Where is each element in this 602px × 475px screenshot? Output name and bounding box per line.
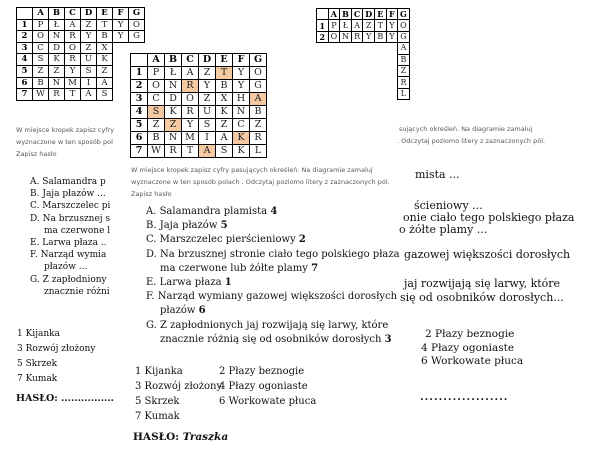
grid-letter-cell: Z — [148, 119, 165, 132]
clue-answer-digit: 6 — [198, 305, 206, 317]
grid-letter-cell: T — [97, 19, 113, 31]
grid-letter-cell: Y — [233, 67, 250, 80]
clue-text: C. Marszczelec pi — [30, 201, 111, 212]
grid-void-cell — [374, 88, 386, 99]
grid-row — [317, 20, 410, 31]
grid-void-cell — [328, 88, 340, 99]
grid-letter-cell: S — [33, 54, 49, 66]
grid-letter-cell: K — [49, 54, 65, 66]
grid-letter-cell: R — [65, 31, 81, 43]
clue-text: E. Larwa płaza .. — [30, 238, 107, 249]
grid-highlighted-letter-cell: K — [233, 132, 250, 145]
grid-letter-cell: N — [165, 80, 182, 93]
grid-column-header: B — [340, 9, 352, 20]
answer-item: 7 Kumak — [17, 374, 58, 384]
grid-letter-cell: A — [398, 43, 410, 54]
clue-text: A. Salamandra p — [30, 177, 106, 187]
haslo-label: HASŁO: — [16, 393, 58, 404]
grid-highlighted-letter-cell: A — [250, 93, 267, 106]
grid-letter-cell: L — [250, 145, 267, 158]
grid-letter-cell: O — [182, 93, 199, 106]
right-page-fragment: ................... — [420, 391, 509, 403]
grid-void-cell — [328, 54, 340, 65]
grid-void-cell — [340, 54, 352, 65]
grid-letter-cell: X — [97, 42, 113, 54]
clue-text: B. Jaja płazów ... — [30, 189, 106, 200]
grid-column-header: C — [182, 54, 199, 67]
grid-row-number: 2 — [131, 80, 148, 93]
grid-letter-cell: C — [148, 93, 165, 106]
grid-column-header: D — [199, 54, 216, 67]
grid-letter-cell: I — [81, 77, 97, 89]
clue-answer-digit: 5 — [220, 220, 228, 232]
clue-text: płazów ... — [44, 262, 88, 273]
grid-letter-cell: S — [81, 65, 97, 77]
grid-letter-cell: Z — [81, 19, 97, 31]
haslo-label: HASŁO: — [133, 431, 180, 443]
answer-item: 4 Płazy ogoniaste — [219, 381, 308, 392]
grid-void-cell — [386, 88, 398, 99]
grid-letter-cell: Z — [199, 93, 216, 106]
clue-text: E. Larwa płaza — [146, 277, 222, 289]
grid-letter-cell: Z — [250, 119, 267, 132]
grid-letter-cell: A — [65, 19, 81, 31]
clue-text: ma czerwone lub żółte plamy — [160, 262, 308, 274]
right-page-fragment: jaj rozwijają się larwy, które — [404, 277, 561, 290]
grid-row — [317, 31, 410, 42]
grid-highlighted-letter-cell: S — [148, 106, 165, 119]
right-page-fragment: o żółte plamy ... — [399, 223, 488, 236]
grid-letter-cell: Ł — [49, 19, 65, 31]
grid-letter-cell: S — [216, 145, 233, 158]
grid-letter-cell: R — [250, 132, 267, 145]
grid-void-cell — [363, 77, 375, 88]
grid-letter-cell: K — [216, 106, 233, 119]
grid-letter-cell: N — [49, 77, 65, 89]
right-page-fragment: . Odczytaj poziomo litery z zaznaczonych pól. — [397, 137, 546, 145]
grid-void-cell — [363, 65, 375, 76]
grid-letter-cell: A — [351, 20, 363, 31]
grid-letter-cell: Ł — [165, 67, 182, 80]
right-page-fragment: 4 Płazy ogoniaste — [421, 342, 515, 354]
grid-letter-cell: Y — [81, 31, 97, 43]
grid-letter-cell: W — [148, 145, 165, 158]
grid-column-header: A — [33, 8, 49, 20]
grid-row — [317, 77, 410, 88]
grid-letter-cell: B — [398, 54, 410, 65]
grid-letter-cell: Ł — [340, 20, 352, 31]
grid-void-cell — [340, 65, 352, 76]
instruction-line: wyznaczone w ten sposób pol — [16, 138, 113, 146]
grid-letter-cell: H — [233, 93, 250, 106]
grid-letter-cell: N — [233, 106, 250, 119]
grid-letter-cell: O — [398, 20, 410, 31]
clue-text: G. Z zapłodnionych jaj rozwijają się larwy, które — [146, 319, 389, 331]
grid-void-cell — [317, 88, 329, 99]
grid-column-header: C — [65, 8, 81, 20]
grid-letter-cell: K — [97, 54, 113, 66]
grid-void-cell — [317, 77, 329, 88]
grid-row-number: 1 — [317, 20, 329, 31]
grid-row-number: 6 — [17, 77, 33, 89]
grid-row-number: 1 — [17, 19, 33, 31]
grid-letter-cell: R — [182, 106, 199, 119]
grid-letter-cell: A — [81, 89, 97, 101]
grid-letter-cell: D — [165, 93, 182, 106]
grid-letter-cell: K — [233, 145, 250, 158]
grid-row — [317, 65, 410, 76]
grid-letter-cell: M — [65, 77, 81, 89]
grid-letter-cell: K — [165, 106, 182, 119]
grid-letter-cell: P — [148, 67, 165, 80]
grid-letter-cell: Y — [233, 80, 250, 93]
grid-row-number: 2 — [17, 31, 33, 43]
grid-column-header: E — [374, 9, 386, 20]
right-page-fragment: się od osobników dorosłych... — [400, 291, 564, 304]
grid-row-number: 4 — [131, 106, 148, 119]
answer-item: 1 Kijanka — [17, 329, 60, 339]
grid-column-header: D — [81, 8, 97, 20]
haslo-value: ................ — [61, 393, 114, 404]
grid-void-cell — [351, 88, 363, 99]
haslo-value: Traszka — [182, 431, 229, 443]
grid-letter-cell: T — [182, 145, 199, 158]
grid-letter-cell: T — [374, 20, 386, 31]
grid-letter-cell: B — [374, 31, 386, 42]
grid-column-header: F — [233, 54, 250, 67]
answer-item: 3 Rozwój złożony — [17, 344, 96, 354]
grid-column-header: C — [351, 9, 363, 20]
right-crossword-grid — [316, 8, 410, 100]
grid-void-cell — [363, 88, 375, 99]
grid-void-cell — [351, 65, 363, 76]
grid-void-cell — [374, 65, 386, 76]
grid-letter-cell: P — [33, 19, 49, 31]
grid-void-cell — [363, 54, 375, 65]
clue-text: F. Narząd wymia — [30, 250, 107, 261]
grid-letter-cell: R — [49, 89, 65, 101]
answer-item: 7 Kumak — [135, 411, 180, 422]
grid-letter-cell: C — [33, 42, 49, 54]
grid-letter-cell: M — [182, 132, 199, 145]
grid-letter-cell: P — [328, 20, 340, 31]
grid-letter-cell: R — [398, 77, 410, 88]
grid-void-cell — [386, 54, 398, 65]
grid-letter-cell: Y — [199, 80, 216, 93]
grid-row-number: 1 — [131, 67, 148, 80]
grid-letter-cell: N — [49, 31, 65, 43]
clue-text: C. Marszczelec pierścieniowy — [146, 234, 296, 246]
right-page-fragment: gazowej większości dorosłych — [404, 248, 571, 261]
grid-corner-cell — [317, 9, 329, 20]
grid-void-cell — [351, 54, 363, 65]
grid-letter-cell: W — [33, 89, 49, 101]
grid-row-number: 4 — [17, 54, 33, 66]
grid-row-number: 7 — [131, 145, 148, 158]
grid-letter-cell: I — [199, 132, 216, 145]
grid-void-cell — [386, 77, 398, 88]
clue-text: znacznie różni — [44, 286, 110, 297]
grid-letter-cell: Z — [33, 65, 49, 77]
clue-text: znacznie różnią się od osobników dorosłych — [160, 333, 382, 345]
grid-highlighted-letter-cell: Z — [165, 119, 182, 132]
right-page-fragment: ścieniowy ... — [414, 199, 483, 212]
grid-letter-cell: O — [148, 80, 165, 93]
right-page-fragment: sujących określeń. Na diagramie zamaluj — [399, 125, 533, 133]
grid-column-header: G — [250, 54, 267, 67]
grid-void-cell — [363, 43, 375, 54]
clue-text: F. Narząd wymiany gazowej większości dorosłych — [146, 291, 398, 303]
grid-column-header: A — [328, 9, 340, 20]
grid-row-number: 3 — [17, 42, 33, 54]
grid-letter-cell: B — [216, 80, 233, 93]
grid-letter-cell: Z — [363, 20, 375, 31]
grid-letter-cell: C — [233, 119, 250, 132]
grid-void-cell — [374, 77, 386, 88]
clue-answer-digit: 1 — [224, 277, 232, 289]
grid-column-header: F — [113, 8, 129, 20]
right-page-fragment: 2 Płazy beznogie — [425, 328, 515, 340]
grid-void-cell — [340, 77, 352, 88]
grid-column-header: B — [49, 8, 65, 20]
answer-item: 5 Skrzek — [135, 396, 180, 407]
clue-text: D. Na brzusznej s — [30, 213, 111, 224]
right-page-fragment: mista ... — [415, 168, 460, 181]
grid-letter-cell: A — [182, 67, 199, 80]
grid-void-cell — [317, 65, 329, 76]
grid-column-header: E — [216, 54, 233, 67]
grid-header-row — [317, 9, 410, 20]
grid-letter-cell: Y — [386, 20, 398, 31]
answer-item: 1 Kijanka — [135, 366, 183, 377]
clue-text: ma czerwone l — [44, 225, 111, 236]
grid-letter-cell: G — [398, 31, 410, 42]
grid-letter-cell: Y — [386, 31, 398, 42]
grid-letter-cell: T — [65, 89, 81, 101]
instruction-line: W miejsce kropek zapisz cyfry pasujących określeń. Na diagramie zamaluj — [131, 166, 373, 174]
grid-letter-cell: U — [81, 54, 97, 66]
grid-letter-cell: Z — [97, 65, 113, 77]
grid-letter-cell: X — [216, 93, 233, 106]
grid-row-number: 5 — [131, 119, 148, 132]
clue-answer-digit: 2 — [298, 234, 306, 246]
grid-letter-cell: B — [33, 77, 49, 89]
grid-letter-cell: G — [250, 80, 267, 93]
instruction-line: wyznaczone w ten sposób polach . Odczytaj poziomo litery z zaznaczonych pól. — [131, 178, 390, 186]
grid-letter-cell: A — [216, 132, 233, 145]
answer-item: 3 Rozwój złożony — [135, 381, 223, 392]
grid-column-header: D — [363, 9, 375, 20]
clue-text: A. Salamandra plamista — [146, 206, 268, 217]
grid-void-cell — [374, 54, 386, 65]
grid-row-number: 3 — [131, 93, 148, 106]
clue-answer-digit: 3 — [384, 333, 392, 345]
grid-letter-cell: Z — [398, 65, 410, 76]
grid-letter-cell: B — [250, 106, 267, 119]
grid-highlighted-letter-cell: A — [199, 145, 216, 158]
grid-letter-cell: N — [340, 31, 352, 42]
grid-letter-cell: G — [129, 31, 145, 43]
grid-letter-cell: O — [129, 19, 145, 31]
grid-row-number: 6 — [131, 132, 148, 145]
grid-highlighted-letter-cell: R — [182, 80, 199, 93]
grid-letter-cell: Y — [113, 31, 129, 43]
clue-text: płazów — [160, 305, 196, 317]
grid-letter-cell: D — [49, 42, 65, 54]
grid-column-header: E — [97, 8, 113, 20]
grid-letter-cell: R — [351, 31, 363, 42]
grid-letter-cell: O — [33, 31, 49, 43]
grid-column-header: F — [386, 9, 398, 20]
grid-letter-cell: N — [165, 132, 182, 145]
clue-text: B. Jaja płazów — [146, 220, 218, 232]
clue-answer-digit: 7 — [311, 262, 319, 274]
instruction-line: Zapisz hasło — [16, 150, 57, 158]
clue-text: G. Z zapłodniony — [30, 274, 107, 285]
grid-letter-cell: S — [199, 119, 216, 132]
grid-column-header: G — [129, 8, 145, 20]
grid-column-header: G — [398, 9, 410, 20]
grid-row — [317, 54, 410, 65]
answer-item: 2 Płazy beznogie — [219, 366, 305, 377]
grid-row-number: 7 — [17, 89, 33, 101]
grid-void-cell — [351, 77, 363, 88]
grid-void-cell — [351, 43, 363, 54]
grid-letter-cell: Z — [216, 119, 233, 132]
grid-void-cell — [328, 77, 340, 88]
grid-row — [317, 88, 410, 99]
grid-void-cell — [386, 65, 398, 76]
grid-letter-cell: A — [97, 77, 113, 89]
grid-letter-cell: Y — [363, 31, 375, 42]
grid-letter-cell: Z — [49, 65, 65, 77]
grid-void-cell — [317, 54, 329, 65]
grid-letter-cell: O — [65, 42, 81, 54]
right-page-fragment: onie ciało tego polskiego płaza — [403, 211, 575, 224]
clue-text: D. Na brzusznej stronie ciało tego polskiego płaza — [146, 248, 400, 260]
grid-letter-cell: B — [148, 132, 165, 145]
grid-letter-cell: R — [65, 54, 81, 66]
grid-letter-cell: S — [97, 89, 113, 101]
grid-highlighted-letter-cell: T — [216, 67, 233, 80]
grid-column-header: A — [148, 54, 165, 67]
grid-void-cell — [317, 43, 329, 54]
instruction-line: Zapisz hasło — [131, 190, 172, 198]
grid-letter-cell: Z — [81, 42, 97, 54]
grid-letter-cell: U — [199, 106, 216, 119]
answer-item: 5 Skrzek — [17, 359, 58, 369]
grid-row — [317, 43, 410, 54]
grid-letter-cell: O — [328, 31, 340, 42]
grid-letter-cell: Y — [65, 65, 81, 77]
right-page-fragment: 6 Workowate płuca — [421, 355, 524, 367]
grid-letter-cell: O — [250, 67, 267, 80]
grid-letter-cell: B — [97, 31, 113, 43]
grid-row-number: 2 — [317, 31, 329, 42]
grid-letter-cell: Z — [199, 67, 216, 80]
grid-void-cell — [328, 43, 340, 54]
clue-answer-digit: 4 — [270, 206, 278, 217]
instruction-line: W miejsce kropek zapisz cyfry — [16, 126, 115, 134]
grid-column-header: B — [165, 54, 182, 67]
grid-void-cell — [340, 43, 352, 54]
grid-letter-cell: R — [165, 145, 182, 158]
grid-void-cell — [374, 43, 386, 54]
grid-letter-cell: Y — [182, 119, 199, 132]
grid-row-number: 5 — [17, 65, 33, 77]
grid-letter-cell: L — [398, 88, 410, 99]
grid-void-cell — [328, 65, 340, 76]
answer-item: 6 Workowate płuca — [219, 396, 317, 407]
grid-void-cell — [340, 88, 352, 99]
grid-letter-cell: Y — [113, 19, 129, 31]
grid-void-cell — [386, 43, 398, 54]
